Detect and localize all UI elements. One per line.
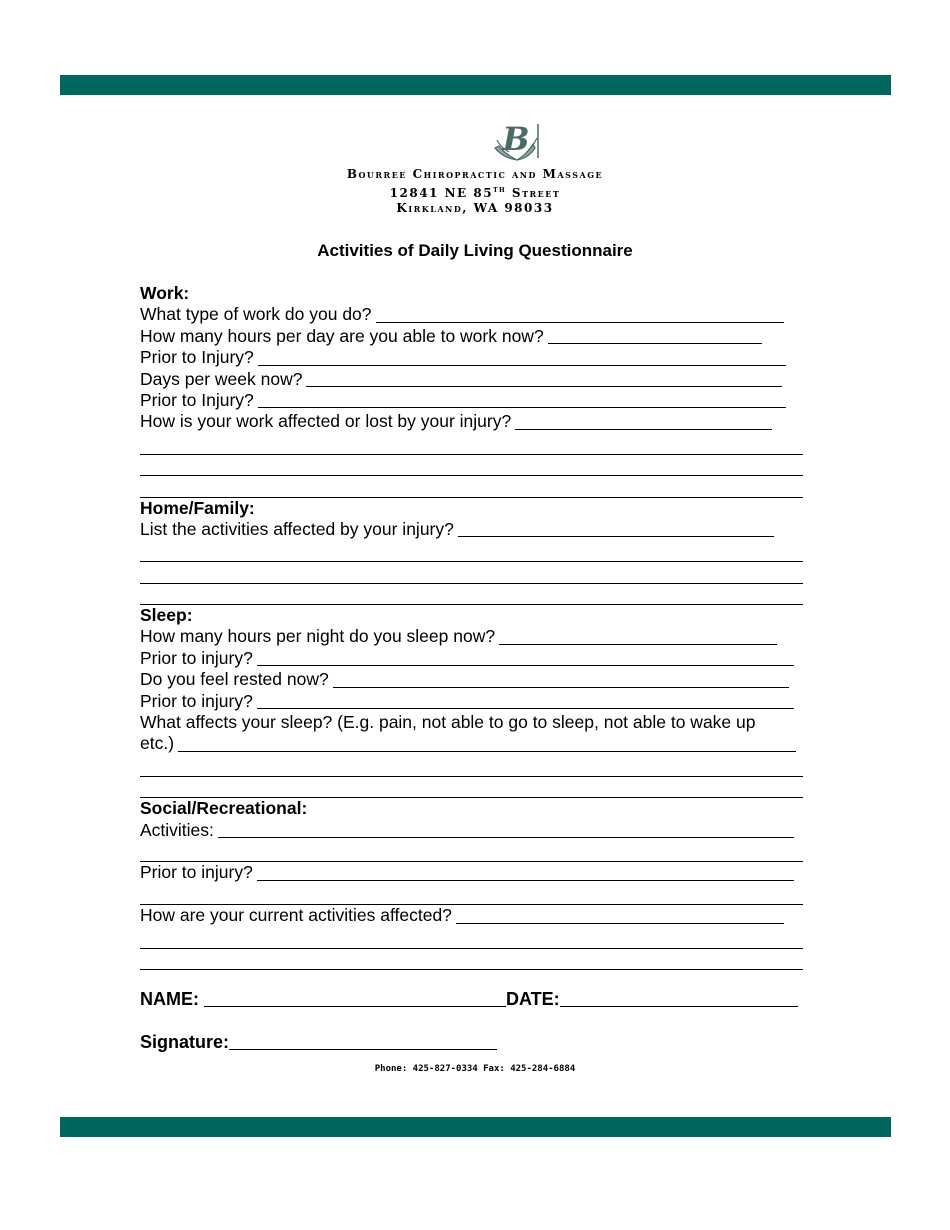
sleep-affects-question (140, 712, 810, 733)
date-label: DATE: (506, 989, 560, 1009)
answer-line[interactable] (257, 693, 794, 709)
section-heading-sleep: Sleep: (140, 605, 193, 626)
answer-line[interactable] (257, 865, 794, 881)
work-type-question (140, 304, 810, 325)
answer-line[interactable] (515, 414, 772, 430)
answer-line[interactable] (140, 949, 803, 970)
question-label: Prior to injury? (140, 647, 253, 668)
sleep-hours-now-question (140, 626, 810, 647)
work-hours-prior-question (140, 347, 810, 368)
answer-line[interactable] (376, 307, 784, 323)
work-days-prior-question (140, 390, 810, 411)
work-hours-now-question (140, 326, 810, 347)
section-heading-social-recreational: Social/Recreational: (140, 798, 308, 819)
question-label: etc.) (140, 733, 175, 754)
top-teal-band (60, 75, 891, 95)
question-label: What affects your sleep? (E.g. pain, not able to go to sleep, not able to wake up (140, 712, 756, 733)
work-affected-question (140, 411, 810, 432)
answer-line[interactable] (140, 455, 803, 476)
answer-line[interactable] (140, 433, 803, 455)
business-name: Bourree Chiropractic and Massage (346, 167, 604, 181)
answer-line[interactable] (140, 884, 803, 905)
question-label: Prior to Injury? (140, 389, 254, 410)
answer-line[interactable] (548, 328, 762, 344)
answer-line[interactable] (140, 841, 803, 862)
bourree-logo-icon (491, 118, 543, 164)
sleep-affects-question-continued (140, 733, 810, 754)
signature-row (140, 1031, 497, 1053)
question-label: List the activities affected by your injury? (140, 518, 454, 539)
street-name: Street (511, 186, 561, 200)
question-label: Days per week now? (140, 368, 303, 389)
answer-line[interactable] (140, 755, 803, 777)
signature-field[interactable] (229, 1031, 497, 1050)
signature-label: Signature: (140, 1032, 230, 1052)
questionnaire-form (140, 283, 810, 970)
social-prior-question (140, 862, 810, 883)
street-number: 12841 NE 85 (389, 186, 494, 200)
question-label: How many hours per day are you able to work now? (140, 325, 544, 346)
answer-line[interactable] (140, 777, 803, 798)
city-state-zip: Kirkland, WA 98033 (396, 201, 554, 215)
social-affected-question (140, 905, 810, 926)
answer-line[interactable] (218, 822, 794, 838)
social-activities-question (140, 820, 810, 841)
question-label: How is your work affected or lost by your injury? (140, 411, 512, 432)
answer-line[interactable] (140, 476, 803, 497)
answer-line[interactable] (140, 927, 803, 949)
section-heading-work: Work: (140, 282, 190, 303)
question-label: How many hours per night do you sleep now? (140, 626, 496, 647)
question-label: How are your current activities affected? (140, 905, 452, 926)
answer-line[interactable] (258, 392, 786, 408)
answer-line[interactable] (140, 540, 803, 562)
phone-fax-line: Phone: 425-827-0334 Fax: 425-284-6884 (374, 1064, 576, 1074)
question-label: What type of work do you do? (140, 304, 372, 325)
answer-line[interactable] (499, 629, 777, 645)
answer-line[interactable] (178, 736, 796, 752)
answer-line[interactable] (140, 562, 803, 583)
section-heading-home-family: Home/Family: (140, 497, 255, 518)
svg-text:B: B (502, 120, 530, 158)
question-label: Prior to Injury? (140, 347, 254, 368)
rested-now-question (140, 669, 810, 690)
work-days-now-question (140, 369, 810, 390)
question-label: Prior to injury? (140, 690, 253, 711)
answer-line[interactable] (140, 584, 803, 605)
answer-line[interactable] (258, 350, 786, 366)
name-label: NAME: (140, 989, 199, 1009)
question-label: Activities: (140, 819, 214, 840)
name-date-row (140, 988, 810, 1010)
bottom-teal-band (60, 1117, 891, 1137)
rested-prior-question (140, 691, 810, 712)
street-suffix: th (493, 184, 507, 194)
answer-line[interactable] (456, 908, 784, 924)
question-label: Do you feel rested now? (140, 669, 329, 690)
sleep-hours-prior-question (140, 648, 810, 669)
page-title: Activities of Daily Living Questionnaire (317, 241, 633, 260)
answer-line[interactable] (333, 672, 789, 688)
street-address (0, 184, 950, 200)
home-activities-question (140, 519, 810, 540)
answer-line[interactable] (257, 650, 794, 666)
answer-line[interactable] (306, 371, 782, 387)
answer-line[interactable] (458, 521, 774, 537)
name-field[interactable] (204, 988, 506, 1007)
date-field[interactable] (560, 988, 798, 1007)
question-label: Prior to injury? (140, 862, 253, 883)
